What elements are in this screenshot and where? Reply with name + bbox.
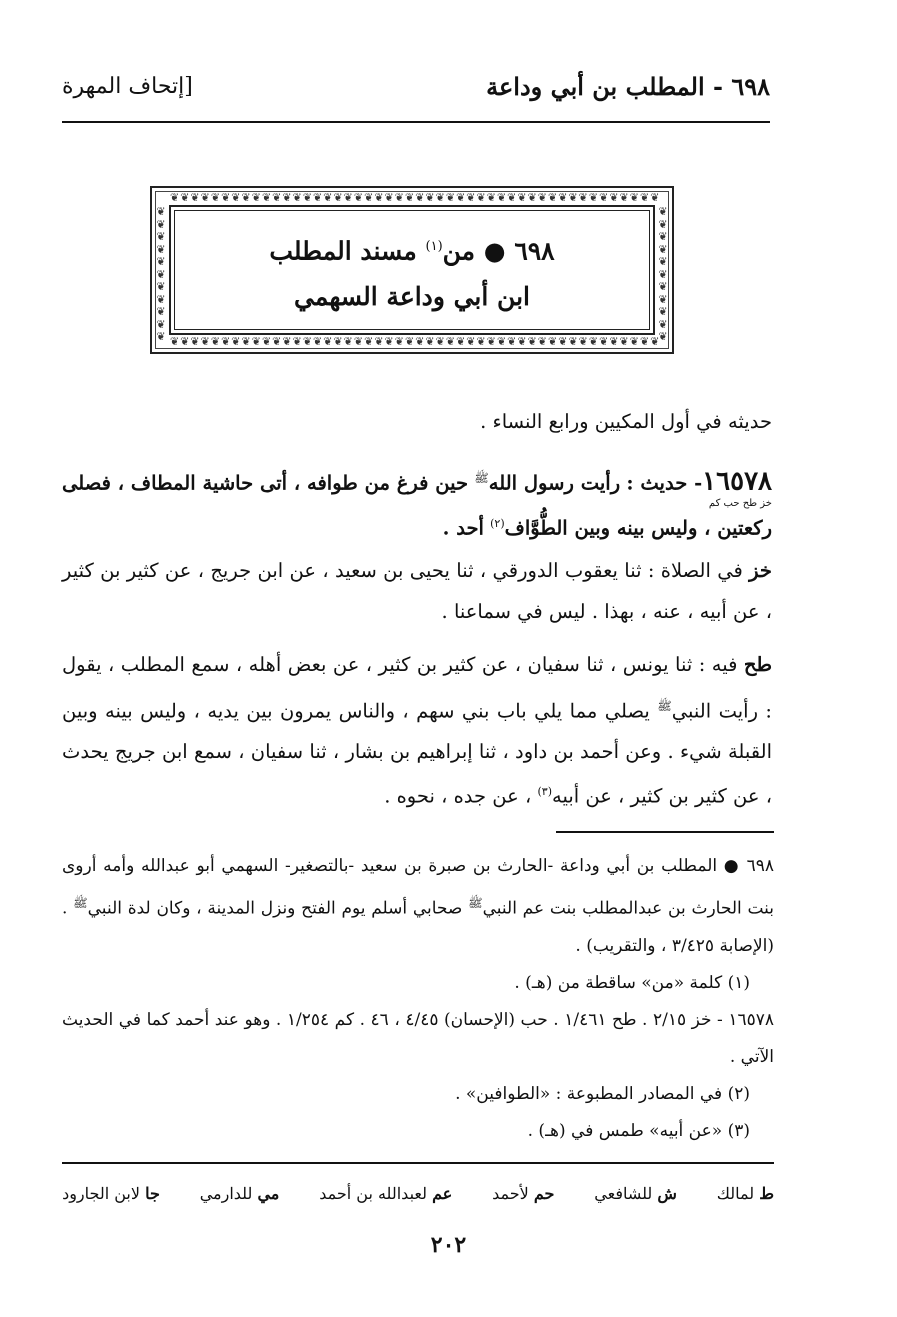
page-number: ٢٠٢ xyxy=(430,1232,467,1258)
sigla-item: ط لمالك xyxy=(716,1183,774,1203)
isnad-text-th-part-2: يصلي مما يلي باب بني سهم ، والناس يمرون بين يديه ، وليس بينه وبين القبلة شيء . وعن أحمد بن داود ، ثنا إبراهيم بن بشار ، ثنا سفيان ، سمع ابن جريج يحدث ، عن كثير بن كثير ، عن أبيه xyxy=(62,699,772,808)
musnad-title-prefix: من xyxy=(442,236,476,266)
isnad-text-khz: في الصلاة : ثنا يعقوب الدورقي ، ثنا يحيى بن سعيد ، عن ابن جريج ، عن كثير بن كثير ، عن أبيه ، عنه ، بهذا . ليس في سماعنا . xyxy=(62,559,772,623)
footnote-biography: ٦٩٨ ● المطلب بن أبي وداعة -الحارث بن صبرة بن سعيد -بالتصغير- السهمي أبو عبدالله وأمه أروى بنت الحارث بن عبدالمطلب بنت عم النبي$^ﷺ$ صحابي أسلم يوم الفتح ونزل المدينة ، وكان لدة النبي$^ﷺ$ . (الإصابة ٣/٤٢٥ ، والتقريب) . xyxy=(62,856,775,956)
book-running-title: [إتحاف المهرة xyxy=(62,73,193,99)
hadith-text-part-3: أحد . xyxy=(442,516,484,540)
source-code-khz: خز xyxy=(749,559,772,582)
musnad-title-main: مسند المطلب xyxy=(269,236,417,266)
ornamental-title-frame xyxy=(150,186,674,354)
source-codes: خز طح حب كم xyxy=(708,498,772,509)
running-header xyxy=(62,66,770,106)
bullet-icon: ● xyxy=(483,236,506,266)
sigla-item: ش للشافعي xyxy=(594,1183,677,1203)
footnotes xyxy=(62,848,774,1150)
ornament-border-left: ❦❦❦❦❦❦❦❦❦❦❦ xyxy=(156,205,166,343)
musnad-title-line-2: ابن أبي وداعة السهمي xyxy=(294,282,530,312)
footnote-ref-3: (٣) xyxy=(537,785,552,798)
sigla-item: حم لأحمد xyxy=(492,1183,555,1203)
sigla-item: مي للدارمي xyxy=(199,1183,280,1203)
hadith-text-part-2: حين فرغ من طوافه ، أتى حاشية المطاف ، فصلى ركعتين ، وليس بينه وبين الطُّوَّاف xyxy=(62,471,772,540)
isnad-paragraph-khz xyxy=(62,551,772,632)
footnote-2: (٢) في المصادر المطبوعة : «الطوافين» . xyxy=(455,1083,750,1104)
source-code-th: طح xyxy=(743,653,772,676)
musnad-title-line-1 xyxy=(182,224,642,274)
ornament-border-top: ❦❦❦❦❦❦❦❦❦❦❦❦❦❦❦❦❦❦❦❦❦❦❦❦❦❦❦❦❦❦❦❦❦❦❦❦❦❦❦❦❦❦❦❦❦❦❦❦ xyxy=(170,191,661,204)
blessing-glyph: ﷺ xyxy=(474,471,489,485)
isnad-text-th-part-1: فيه : ثنا يونس ، ثنا سفيان ، عن كثير بن كثير ، عن بعض أهله ، سمع المطلب ، يقول : رأيت النبي xyxy=(62,653,773,722)
ornament-border-bottom: ❦❦❦❦❦❦❦❦❦❦❦❦❦❦❦❦❦❦❦❦❦❦❦❦❦❦❦❦❦❦❦❦❦❦❦❦❦❦❦❦❦❦❦❦❦❦❦❦ xyxy=(170,335,661,348)
footnote-1: (١) كلمة «من» ساقطة من (هـ) . xyxy=(514,972,750,993)
chapter-running-title: ٦٩٨ - المطلب بن أبي وداعة xyxy=(486,71,770,101)
isnad-paragraph-th xyxy=(62,645,772,817)
hadith-paragraph xyxy=(62,458,772,549)
footnote-rule xyxy=(556,831,774,833)
blessing-glyph: ﷺ xyxy=(657,698,672,713)
hadith-text-part-1: رأيت رسول الله xyxy=(488,471,621,495)
intro-paragraph: حديثه في أول المكيين ورابع النساء . xyxy=(480,410,772,433)
footnote-3: (٣) «عن أبيه» طمس في (هـ) . xyxy=(527,1120,750,1141)
musnad-title xyxy=(182,224,642,320)
musnad-number: ٦٩٨ xyxy=(514,236,555,266)
header-rule xyxy=(62,121,770,123)
blessing-glyph: ﷺ xyxy=(73,896,88,910)
hadith-label: - حديث : xyxy=(626,471,703,495)
isnad-text-th-part-3: ، عن جده ، نحوه . xyxy=(384,784,532,808)
footnote-ref-2: (٢) xyxy=(490,517,505,530)
sigla-item: جا لابن الجارود xyxy=(62,1183,160,1203)
ornament-border-right: ❦❦❦❦❦❦❦❦❦❦❦ xyxy=(658,205,668,343)
footnote-references: ١٦٥٧٨ - خز ٢/١٥ . طح ١/٤٦١ . حب (الإحسان) ٤/٤٥ ، ٤٦ . كم ١/٢٥٤ . وهو عند أحمد كما في الحديث الآتي . xyxy=(62,1009,774,1067)
sigla-key xyxy=(62,1176,774,1210)
hadith-number: ١٦٥٧٨ xyxy=(702,466,772,497)
blessing-glyph: ﷺ xyxy=(468,896,483,910)
sigla-rule xyxy=(62,1162,774,1164)
sigla-item: عم لعبدالله بن أحمد xyxy=(319,1183,453,1203)
footnote-ref-1: (١) xyxy=(425,239,443,254)
